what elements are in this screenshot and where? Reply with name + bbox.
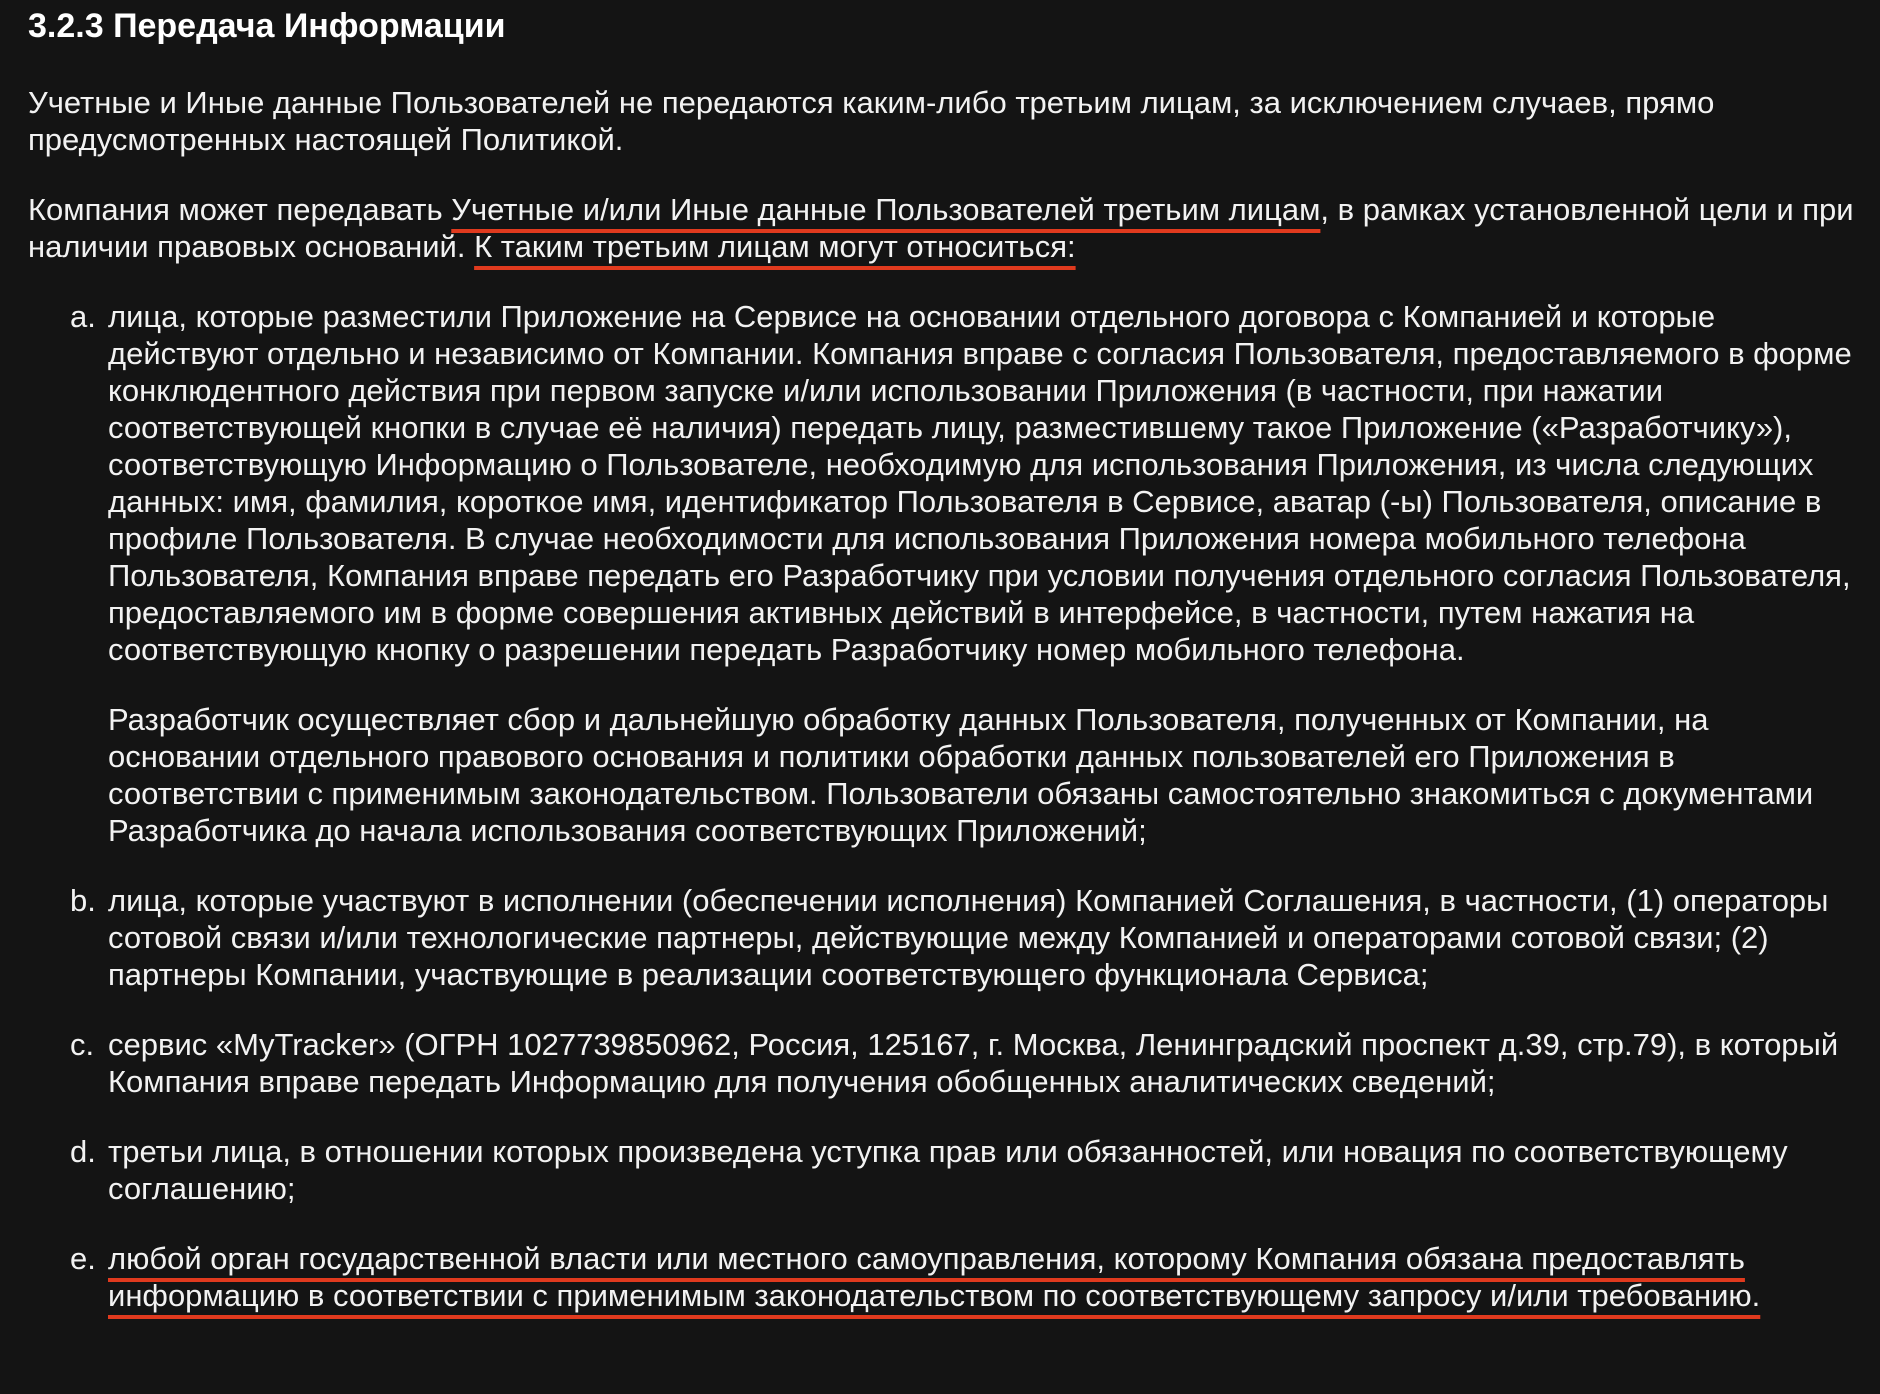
list-item-text: сервис «MyTracker» (ОГРН 1027739850962, Россия, 125167, г. Москва, Ленинградский проспект д.39, стр.79), в который Компания вправе передать Информацию для получения обобщенных аналитических сведений; bbox=[108, 1027, 1839, 1099]
paragraph-transfer-conditions bbox=[28, 191, 1858, 265]
list-item-a bbox=[70, 298, 1858, 849]
list-marker: e. bbox=[70, 1241, 96, 1276]
list-item-b bbox=[70, 882, 1858, 993]
list-item-text: лица, которые участвуют в исполнении (обеспечении исполнения) Компанией Соглашения, в частности, (1) операторы сотовой связи и/или технологические партнеры, действующие между Компанией и операторами сотовой связи; (2) партнеры Компании, участвующие в реализации соответствующего функционала Сервиса; bbox=[108, 883, 1829, 992]
highlighted-third-parties-intro: К таким третьим лицам могут относиться: bbox=[474, 229, 1076, 264]
paragraph-text: Компания может передавать bbox=[28, 192, 452, 227]
list-item-d bbox=[70, 1133, 1858, 1207]
list-item-text: лица, которые разместили Приложение на Сервисе на основании отдельного договора с Компанией и которые действуют отдельно и независимо от Компании. Компания вправе с согласия Пользователя, предоставляемого в форме конклюдентного действия при первом запуске и/или использовании Приложения (в частности, при нажатии соответствующей кнопки в случае её наличия) передать лицу, разместившему такое Приложение («Разработчику»), соответствующую Информацию о Пользователе, необходимую для использования Приложения, из числа следующих данных: имя, фамилия, короткое имя, идентификатор Пользователя в Сервисе, аватар (-ы) Пользователя, описание в профиле Пользователя. В случае необходимости для использования Приложения номера мобильного телефона Пользователя, Компания вправе передать его Разработчику при условии получения отдельного согласия Пользователя, предоставляемого им в форме совершения активных действий в интерфейсе, в частности, путем нажатия на соответствующую кнопку о разрешении передать Разработчику номер мобильного телефона. bbox=[108, 299, 1852, 667]
section-heading: 3.2.3 Передача Информации bbox=[28, 7, 506, 45]
list-marker: a. bbox=[70, 299, 96, 334]
list-item-subparagraph: Разработчик осуществляет сбор и дальнейшую обработку данных Пользователя, полученных от Компании, на основании отдельного правового основания и политики обработки данных пользователей его Приложения в соответствии с применимым законодательством. Пользователи обязаны самостоятельно знакомиться с документами Разработчика до начала использования соответствующих Приложений; bbox=[108, 702, 1814, 848]
policy-section bbox=[28, 0, 1858, 1314]
list-item-text bbox=[108, 1240, 1858, 1314]
paragraph-text: , в рамках установленной цели и при наличии правовых оснований. bbox=[28, 192, 1854, 264]
paragraph-no-transfer: Учетные и Иные данные Пользователей не передаются каким-либо третьим лицам, за исключением случаев, прямо предусмотренных настоящей Политикой. bbox=[28, 85, 1715, 157]
list-marker: d. bbox=[70, 1134, 96, 1169]
list-item-text: третьи лица, в отношении которых произведена уступка прав или обязанностей, или новация по соответствующему соглашению; bbox=[108, 1134, 1788, 1206]
list-marker: b. bbox=[70, 883, 96, 918]
list-marker: c. bbox=[70, 1027, 95, 1062]
highlighted-third-parties: Учетные и/или Иные данные Пользователей третьим лицам bbox=[451, 192, 1321, 227]
highlighted-authorities: любой орган государственной власти или местного самоуправления, которому Компания обязана предоставлять информацию в соответствии с применимым законодательством по соответствующему запросу и/или требованию. bbox=[108, 1241, 1761, 1313]
third-parties-list bbox=[28, 298, 1858, 1314]
list-item-c bbox=[70, 1026, 1858, 1100]
list-item-e bbox=[70, 1240, 1858, 1314]
